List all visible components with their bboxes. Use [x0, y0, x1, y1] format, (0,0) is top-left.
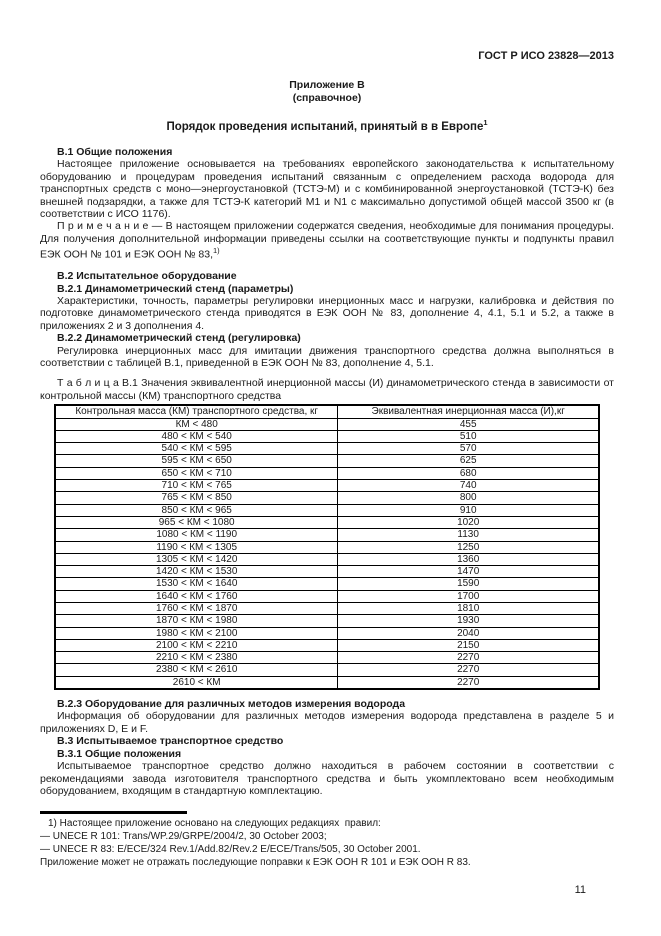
- table-cell: 2270: [338, 664, 599, 676]
- table-cell: 1420 < КМ < 1530: [55, 566, 338, 578]
- table-row: [55, 639, 599, 651]
- column-header-control-mass: Контрольная масса (КМ) транспортного средства, кг: [55, 405, 338, 418]
- heading-b2-1: В.2.1 Динамометрический стенд (параметры): [57, 282, 294, 295]
- table-cell: 2210 < КМ < 2380: [55, 652, 338, 664]
- table-cell: 455: [338, 418, 599, 430]
- table-cell: 570: [338, 443, 599, 455]
- table-cell: 1190 < КМ < 1305: [55, 541, 338, 553]
- mass-table-body: [55, 418, 599, 689]
- footnote-line: 1) Настоящее приложение основано на следующих редакциях правил:: [48, 818, 381, 830]
- table-row: [55, 652, 599, 664]
- paragraph-b2-3: Информация об оборудовании для различных методов измерения водорода представлена в разделе 5 и приложениях D, E и F.: [40, 710, 614, 735]
- table-row: [55, 467, 599, 479]
- table-cell: 2100 < КМ < 2210: [55, 639, 338, 651]
- page-number: 11: [574, 883, 586, 896]
- table-row: [55, 602, 599, 614]
- paragraph-b3-1: Испытываемое транспортное средство должно находиться в рабочем состоянии в соответствии с рекомендациями завода изготовителя транспортного средства и быть укомплектовано всем необходимым оборудованием, входящим в стандартную комплектацию.: [40, 760, 614, 797]
- table-row: [55, 615, 599, 627]
- table-cell: 2270: [338, 676, 599, 689]
- table-row: [55, 480, 599, 492]
- page-title-text: Порядок проведения испытаний, принятый в в Европе: [166, 121, 484, 134]
- column-header-inertia-mass: Эквивалентная инерционная масса (И),кг: [338, 405, 599, 418]
- table-row: [55, 418, 599, 430]
- table-cell: 2610 < КМ: [55, 676, 338, 689]
- heading-b2-2: В.2.2 Динамометрический стенд (регулировка): [57, 332, 301, 345]
- table-row: [55, 664, 599, 676]
- table-row: [55, 529, 599, 541]
- table-row: [55, 492, 599, 504]
- table-row: [55, 541, 599, 553]
- paragraph-b1: Настоящее приложение основывается на требованиях европейского законодательства к испытательному оборудованию и процедурам проведения испытаний связанным с определением расхода водорода для транспортных средств с моно—энергоустановкой (ТСТЭ-М) и с комбинированной энергоустановкой (ТСТЭ-К) без внешней подзарядки, а также для ТСТЭ-К категорий М1 и N1 с максимально допустимой общей массой 3500 кг (в соответствии с ИСО 1176).: [40, 158, 614, 221]
- table-cell: 625: [338, 455, 599, 467]
- table-cell: 965 < КМ < 1080: [55, 516, 338, 528]
- table-cell: 650 < КМ < 710: [55, 467, 338, 479]
- table-cell: 2040: [338, 627, 599, 639]
- table-cell: 1470: [338, 566, 599, 578]
- table-cell: 1810: [338, 602, 599, 614]
- table-cell: КМ < 480: [55, 418, 338, 430]
- table-row: [55, 566, 599, 578]
- appendix-label: Приложение В: [289, 79, 365, 91]
- footnote-ref-title: 1: [483, 118, 488, 128]
- table-cell: 800: [338, 492, 599, 504]
- table-row: [55, 578, 599, 590]
- footnote-line: — UNECE R 101: Trans/WP.29/GRPE/2004/2, 30 October 2003;: [40, 831, 327, 843]
- table-row: [55, 553, 599, 565]
- heading-b3-1: В.3.1 Общие положения: [57, 747, 182, 760]
- table-cell: 1640 < КМ < 1760: [55, 590, 338, 602]
- mass-table: [54, 404, 600, 690]
- table-header-row: [55, 405, 599, 418]
- footnote-line: — UNECE R 83: E/ECE/324 Rev.1/Add.82/Rev.2 E/ECE/Trans/505, 30 October 2001.: [40, 843, 421, 855]
- table-cell: 1590: [338, 578, 599, 590]
- table-cell: 1930: [338, 615, 599, 627]
- table-cell: 1020: [338, 516, 599, 528]
- table-cell: 1760 < КМ < 1870: [55, 602, 338, 614]
- table-cell: 540 < КМ < 595: [55, 443, 338, 455]
- appendix-kind: (справочное): [292, 91, 362, 104]
- table-row: [55, 676, 599, 689]
- table-cell: 710 < КМ < 765: [55, 480, 338, 492]
- table-row: [55, 430, 599, 442]
- footnote-line: Приложение может не отражать последующие поправки к ЕЭК ООН R 101 и ЕЭК ООН R 83.: [40, 856, 471, 868]
- footnote-separator: [40, 811, 187, 814]
- table-row: [55, 516, 599, 528]
- table-cell: 480 < КМ < 540: [55, 430, 338, 442]
- heading-b2-3: В.2.3 Оборудование для различных методов измерения водорода: [57, 698, 406, 711]
- table-cell: 740: [338, 480, 599, 492]
- table-row: [55, 590, 599, 602]
- table-row: [55, 443, 599, 455]
- table-cell: 1980 < КМ < 2100: [55, 627, 338, 639]
- heading-b1: В.1 Общие положения: [57, 146, 173, 159]
- table-cell: 765 < КМ < 850: [55, 492, 338, 504]
- doc-code: ГОСТ Р ИСО 23828—2013: [478, 50, 614, 62]
- table-caption: Т а б л и ц а В.1 Значения эквивалентной инерционной массы (И) динамометрического стенда в зависимости от контрольной массы (КМ) транспортного средства: [40, 377, 614, 402]
- table-cell: 1530 < КМ < 1640: [55, 578, 338, 590]
- footnote-block: [40, 811, 614, 869]
- table-cell: 2270: [338, 652, 599, 664]
- table-cell: 595 < КМ < 650: [55, 455, 338, 467]
- table-cell: 1250: [338, 541, 599, 553]
- footnote-ref-note: 1): [213, 246, 220, 256]
- table-cell: 1360: [338, 553, 599, 565]
- note-text: П р и м е ч а н и е — В настоящем приложении содержатся сведения, необходимые для понимания процедуры. Для получения дополнительной информации приведены ссылки на соответствующие пункты и подпункты правил ЕЭК ООН № 101 и ЕЭК ООН № 83,: [40, 220, 614, 261]
- note-paragraph: [40, 220, 614, 261]
- table-cell: 510: [338, 430, 599, 442]
- page-title: [40, 116, 614, 134]
- table-cell: 1870 < КМ < 1980: [55, 615, 338, 627]
- heading-b3: В.3 Испытываемое транспортное средство: [57, 735, 284, 748]
- table-cell: 2150: [338, 639, 599, 651]
- table-row: [55, 504, 599, 516]
- table-cell: 1700: [338, 590, 599, 602]
- table-cell: 1305 < КМ < 1420: [55, 553, 338, 565]
- heading-b2: В.2 Испытательное оборудование: [57, 270, 237, 283]
- table-row: [55, 455, 599, 467]
- table-cell: 850 < КМ < 965: [55, 504, 338, 516]
- table-cell: 2380 < КМ < 2610: [55, 664, 338, 676]
- table-cell: 1130: [338, 529, 599, 541]
- table-cell: 680: [338, 467, 599, 479]
- table-cell: 1080 < КМ < 1190: [55, 529, 338, 541]
- table-row: [55, 627, 599, 639]
- table-cell: 910: [338, 504, 599, 516]
- paragraph-b2-2: Регулировка инерционных масс для имитации движения транспортного средства должна выполняться в соответствии с таблицей В.1, приведенной в ЕЭК ООН № 83, дополнение 4, 5.1.: [40, 344, 614, 370]
- paragraph-b2-1: Характеристики, точность, параметры регулировки инерционных масс и нагрузки, калибровка и действия по подготовке динамометрического стенда приводятся в ЕЭК ООН № 83, дополнение 4, 4.1, 5.1 и 5.2, а также в приложениях 2 и 3 дополнения 4.: [40, 294, 614, 332]
